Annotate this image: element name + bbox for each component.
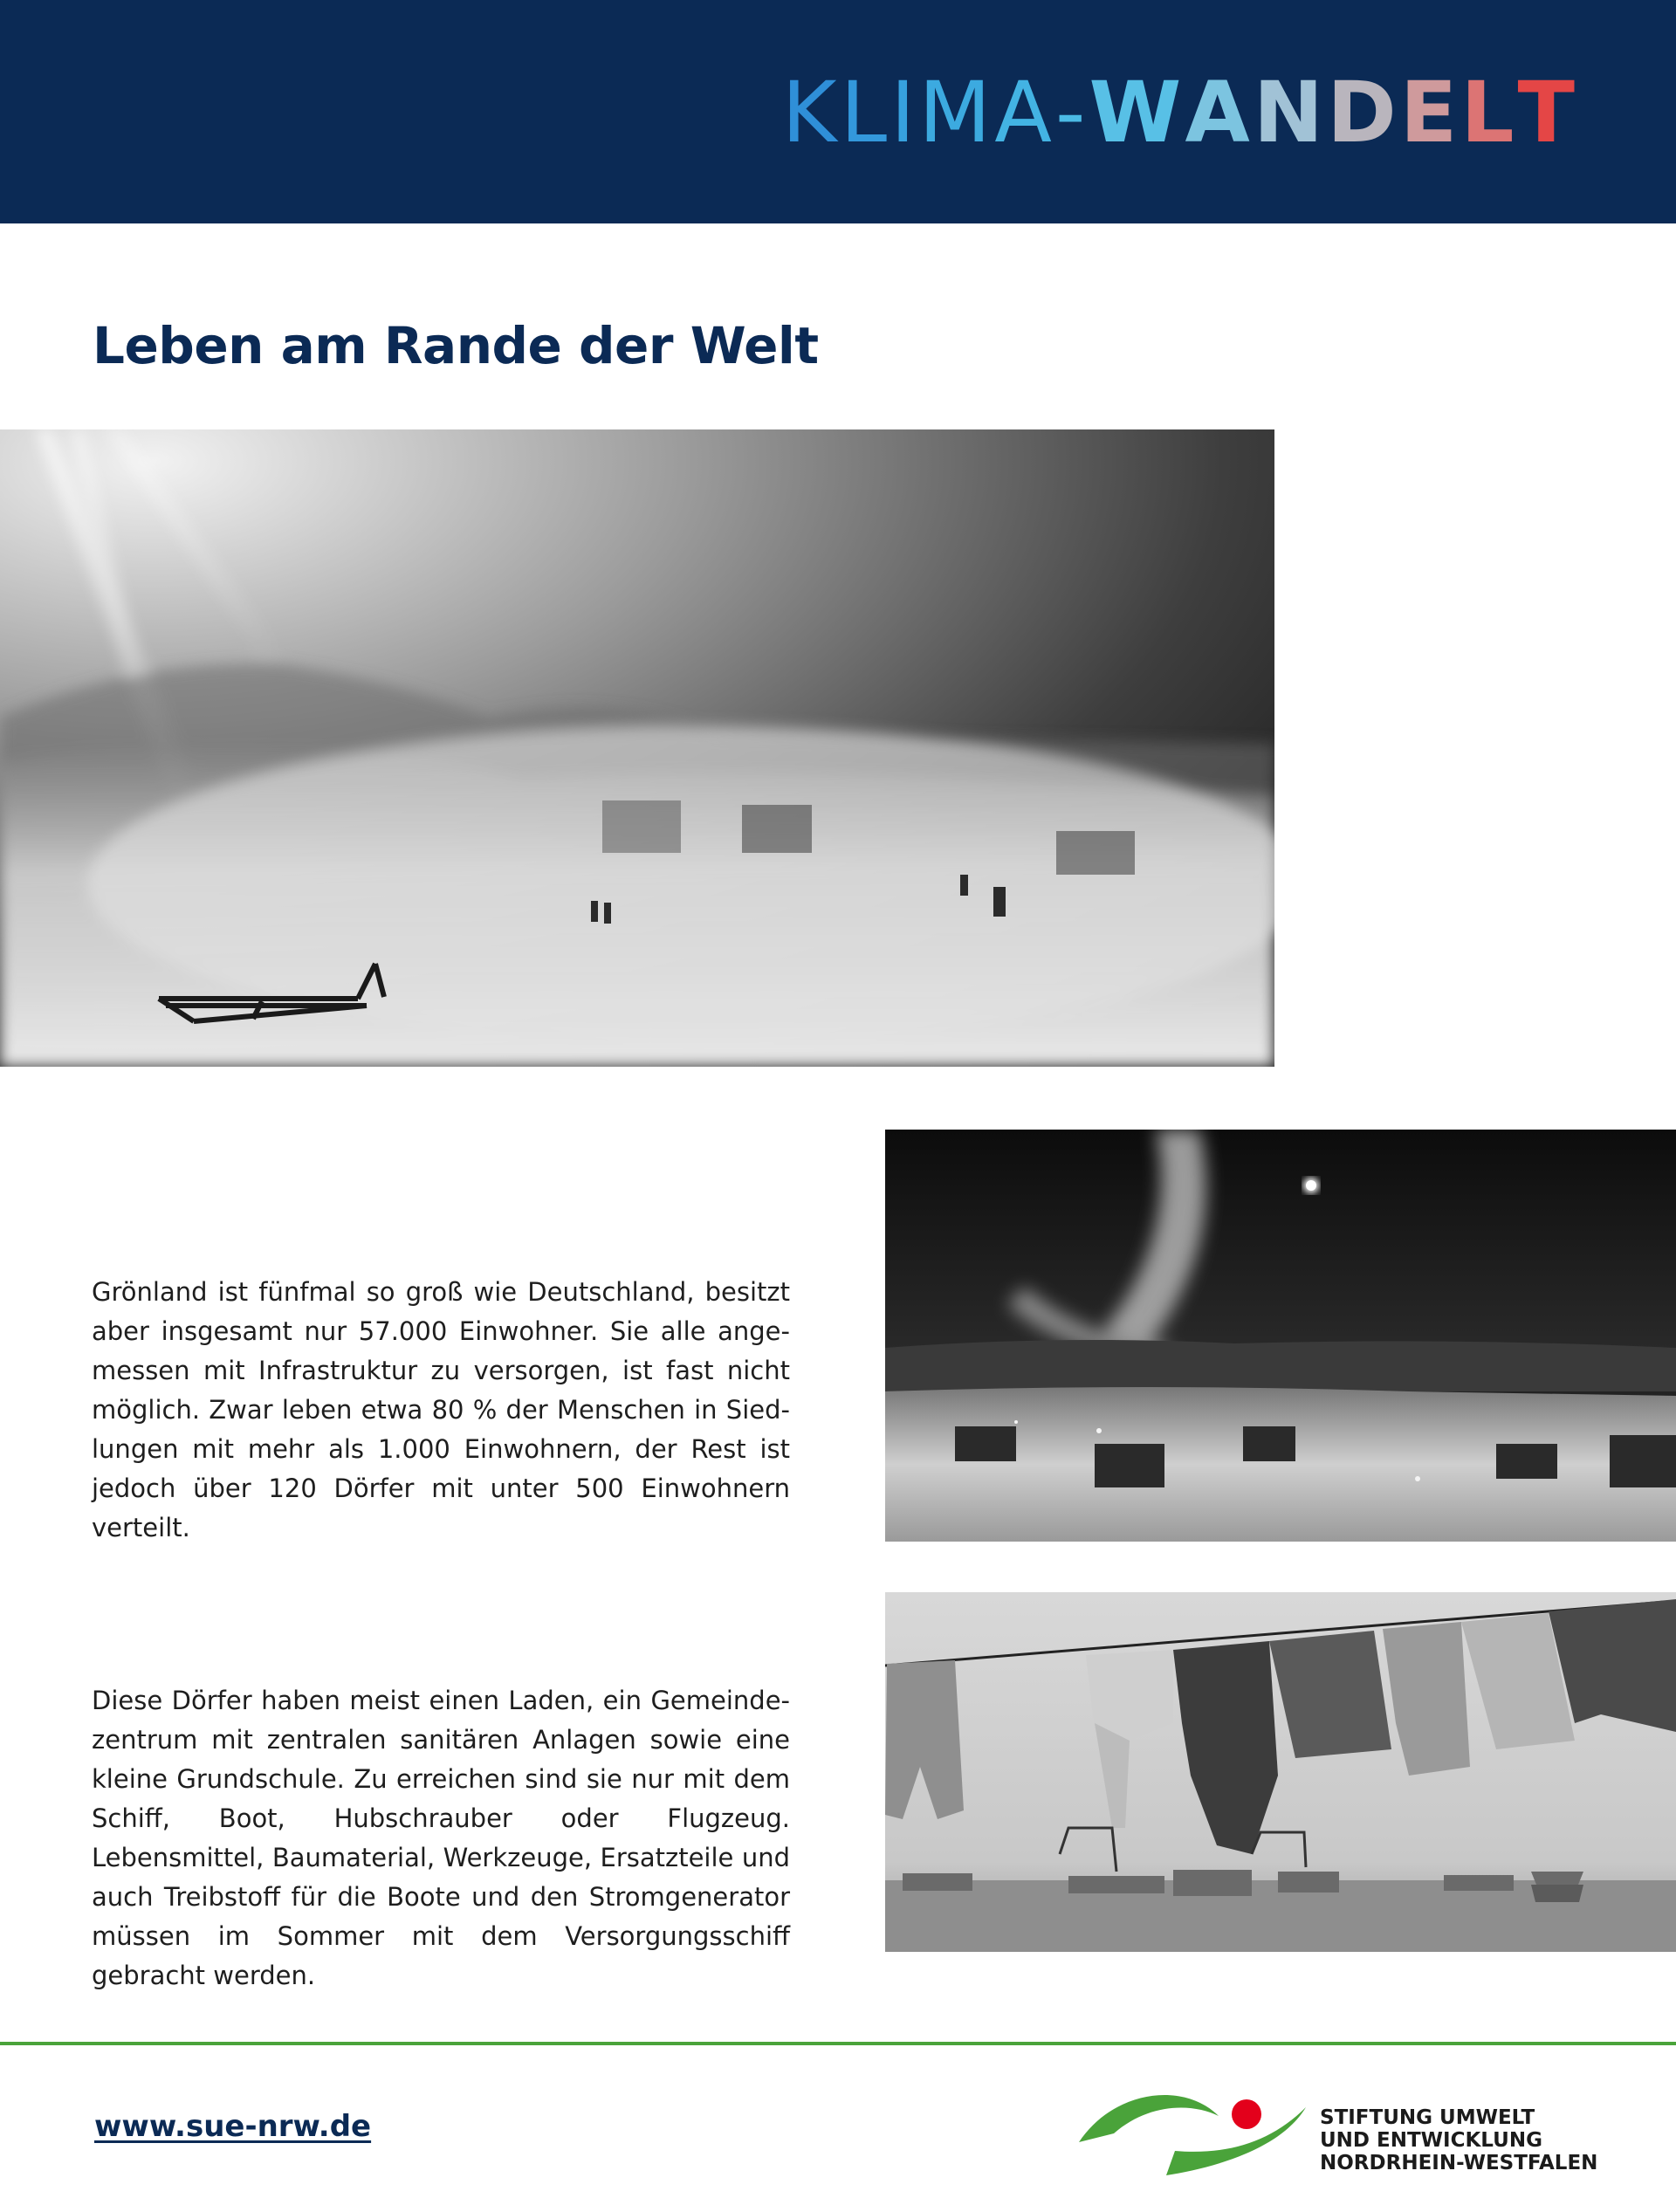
foundation-name-line: STIFTUNG UMWELT xyxy=(1320,2106,1535,2129)
photo-laundry-line xyxy=(885,1592,1676,1952)
header-band xyxy=(0,0,1676,223)
brand-letter: N xyxy=(1253,64,1328,161)
brand-letter: A xyxy=(1185,64,1254,161)
brand-letter: L xyxy=(840,64,891,161)
foundation-name-line: UND ENTWICKLUNG xyxy=(1320,2129,1542,2152)
body-paragraph-village-supply: Diese Dörfer haben meist einen Laden, ein Gemeindezentrum mit zentralen sanitären Anlagen sowie eine kleine Grundschule. Zu erreichen sind sie nur mit dem Schiff, Boot, Hubschrauber oder Flugzeug. Lebensmittel, Baumaterial, Werkzeuge, Ersatzteile und auch Treibstoff für die Boote und den Stromgenerator müssen im Sommer mit dem Versorgungsschiff gebracht werden. xyxy=(92,1686,790,1990)
page-title: Leben am Rande der Welt xyxy=(93,316,819,375)
brand-letter: M xyxy=(918,64,995,161)
foundation-logo-icon xyxy=(1079,2081,1316,2177)
brand-logo-klima-wandelt xyxy=(782,65,1578,161)
brand-letter: W xyxy=(1089,64,1185,161)
photo-blizzard-sled xyxy=(0,429,1274,1067)
brand-letter: - xyxy=(1054,64,1089,161)
foundation-name-line: NORDRHEIN-WESTFALEN xyxy=(1320,2152,1598,2174)
brand-letter: E xyxy=(1399,64,1461,161)
foundation-name xyxy=(1320,2106,1634,2174)
body-paragraph-greenland-population: Grönland ist fünfmal so groß wie Deutschland, besitzt aber insgesamt nur 57.000 Einwohner. Sie alle angemessen mit Infrastruktur zu versorgen, ist fast nicht möglich. Zwar leben etwa 80 % der Menschen in Siedlungen mit mehr als 1.000 Einwohnern, der Rest ist jedoch über 120 Dörfer mit unter 500 Einwohnern verteilt. xyxy=(92,1277,790,1542)
brand-letter: T xyxy=(1517,64,1578,161)
brand-letter: L xyxy=(1460,64,1518,161)
brand-letter: K xyxy=(781,64,841,161)
brand-letter: I xyxy=(890,64,919,161)
photo-aurora-village xyxy=(885,1130,1676,1542)
website-link[interactable]: www.sue-nrw.de xyxy=(94,2109,372,2144)
brand-letter: D xyxy=(1327,64,1400,161)
footer-divider xyxy=(0,2042,1676,2045)
brand-letter: A xyxy=(994,64,1055,161)
